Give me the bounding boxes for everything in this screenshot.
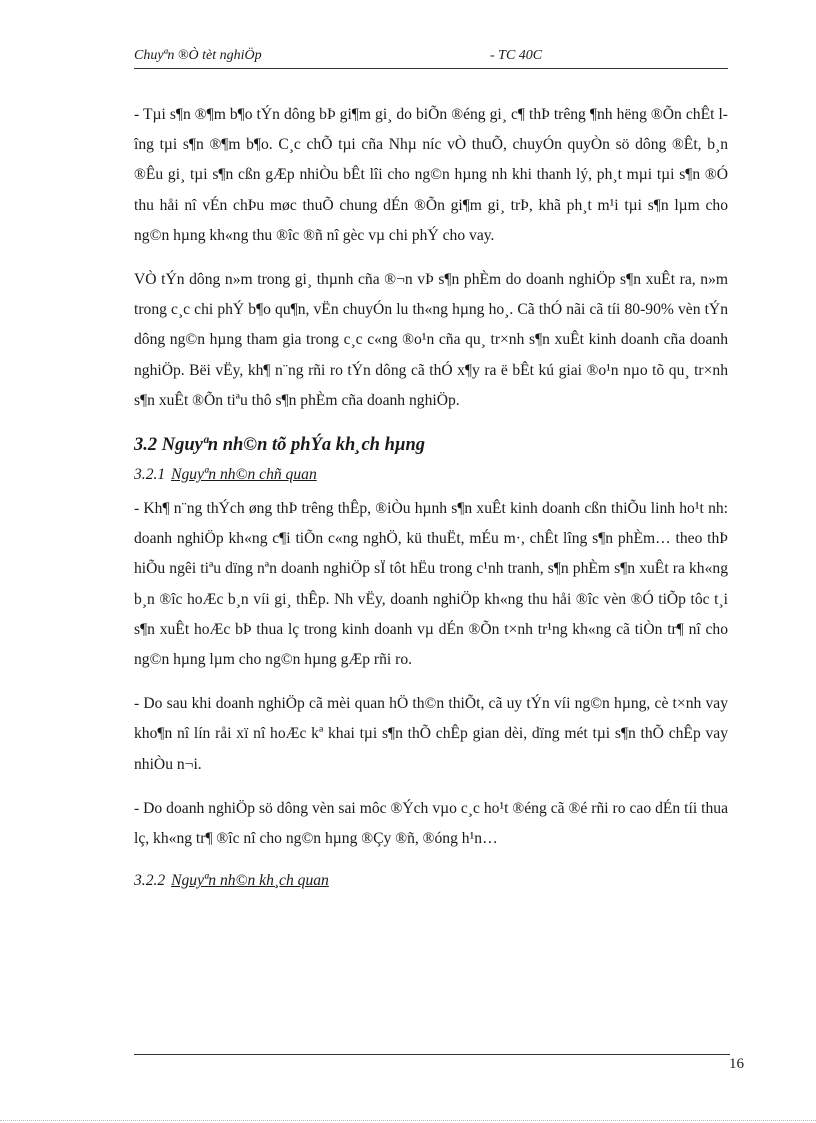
subsection-number: 3.2.2 [134, 872, 166, 890]
body-paragraph: - Do sau khi doanh nghiÖp cã mèi quan hÖ th©n thiÕt, cã uy tÝn víi ng©n hµng, cè t×nh vay kho¶n nî lín råi xï nî hoÆc kª khai tµi s¶n thÕ chÊp gian dèi, dïng mét tµi s¶n thÕ chÊp vay nhiÒu n¬i. [134, 695, 728, 773]
body-paragraph: - Tµi s¶n ®¶m b¶o tÝn dông bÞ gi¶m gi¸ do biÕn ®éng gi¸ c¶ thÞ trêng ¶nh hëng ®Õn chÊt lîng tµi s¶n ®¶m b¶o. C¸c chÕ tµi cña Nhµ níc vÒ thuÕ, chuyÓn quyÒn sö dông ®Êt, b¸n ®Êu gi¸ tµi s¶n cßn gÆp nhiÒu bÊt lîi cho ng©n hµng nh khi thanh lý, ph¸t mµi tµi s¶n ®Ó thu håi nî vÉn chÞu møc thuÕ chung dÉn ®Õn gi¶m gi¸ trÞ, khã ph¸t m¹i tµi s¶n lµm cho ng©n hµng kh«ng thu ®îc ®ñ nî gèc vµ chi phÝ cho vay. [134, 106, 728, 244]
subsection-heading [134, 462, 728, 488]
subsection-title: Nguyªn nh©n kh¸ch quan [171, 872, 329, 890]
page-edge-divider [0, 1120, 816, 1121]
footer-divider [134, 1054, 730, 1055]
section-heading: 3.2 Nguyªn nh©n tõ phÝa kh¸ch hµng [134, 435, 426, 456]
body-paragraph: - Do doanh nghiÖp sö dông vèn sai môc ®Ých vµo c¸c ho¹t ®éng cã ®é rñi ro cao dÉn tíi thua lç, kh«ng tr¶ ®îc nî cho ng©n hµng ®Çy ®ñ, ®óng h¹n… [134, 799, 728, 848]
page-number: 16 [729, 1056, 744, 1072]
subsection-title: Nguyªn nh©n chñ quan [171, 466, 317, 484]
body-paragraph: - Kh¶ n¨ng thÝch øng thÞ trêng thÊp, ®iÒu hµnh s¶n xuÊt kinh doanh cßn thiÕu linh ho¹t nh: doanh nghiÖp kh«ng c¶i tiÕn c«ng nghÖ, kü thuËt, mÉu m·, chÊt lîng s¶n phÈm… theo thÞ hiÕu ngêi tiªu dïng nªn doanh nghiÖp sÏ tôt hËu trong c¹nh tranh, s¶n phÈm s¶n xuÊt ra kh«ng b¸n ®îc hoÆc b¸n víi gi¸ thÊp. Nh vËy, doanh nghiÖp kh«ng thu håi ®îc vèn ®Ó tiÕp tôc t¸i s¶n xuÊt hoÆc bÞ thua lç trong kinh doanh vµ dÉn ®Õn t×nh tr¹ng kh«ng cã tiÒn tr¶ nî cho ng©n hµng lµm cho ng©n hµng gÆp rñi ro. [134, 500, 728, 669]
page-header [134, 48, 728, 69]
body-paragraph: VÒ tÝn dông n»m trong gi¸ thµnh cña ®¬n vÞ s¶n phÈm do doanh nghiÖp s¶n xuÊt ra, n»m trong c¸c chi phÝ b¶o qu¶n, vËn chuyÓn lu th«ng hµng ho¸. Cã thÓ nãi cã tíi 80-90% vèn tÝn dông ng©n hµng tham gia trong c¸c c«ng ®o¹n cña qu¸ tr×nh s¶n xuÊt kinh doanh cña doanh nghiÖp. Bëi vËy, kh¶ n¨ng rñi ro tÝn dông cã thÓ x¶y ra ë bÊt kú giai ®o¹n nµo tõ qu¸ tr×nh s¶n xuÊt ®Õn tiªu thô s¶n phÈm cña doanh nghiÖp. [134, 271, 728, 409]
subsection-number: 3.2.1 [134, 466, 166, 484]
header-class-code: - TC 40C [490, 48, 543, 63]
subsection-heading [134, 868, 728, 894]
page-body [134, 100, 728, 900]
header-title: Chuyªn ®Ò tèt nghiÖp [134, 48, 262, 63]
